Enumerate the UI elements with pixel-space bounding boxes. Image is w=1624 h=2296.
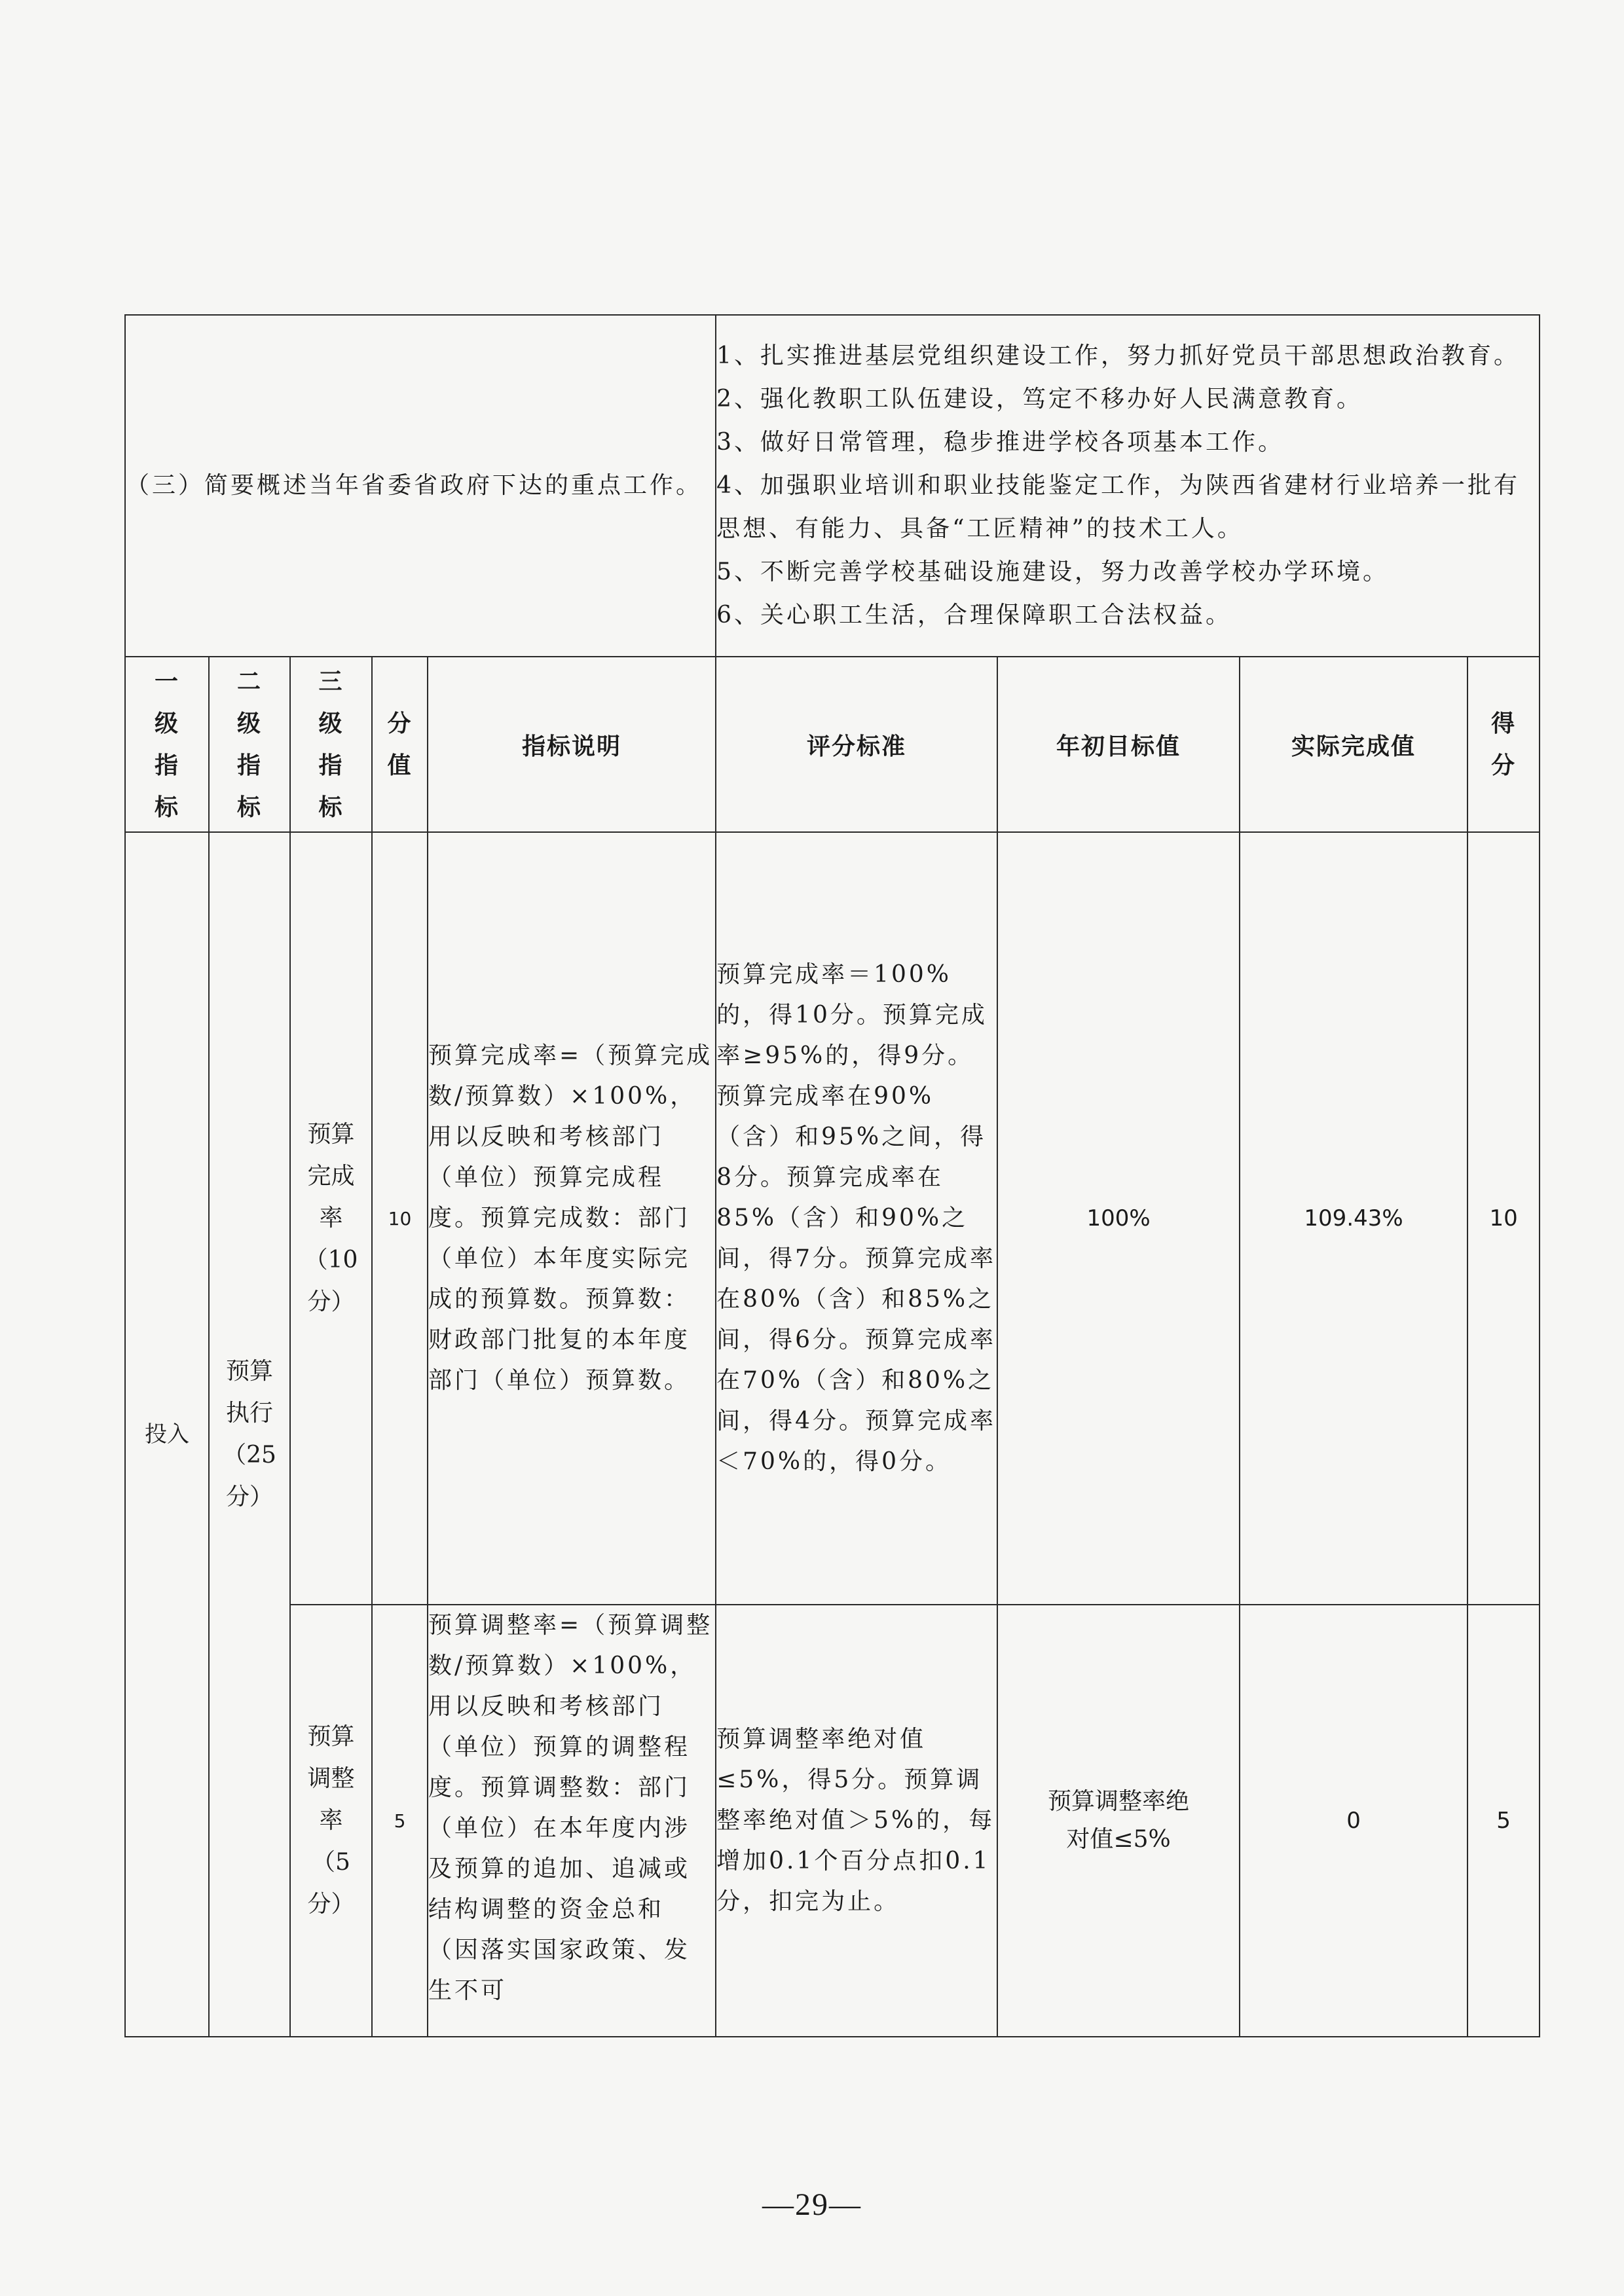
points-cell: 10 xyxy=(372,832,428,1605)
header-row xyxy=(125,657,1540,832)
page-number: —29— xyxy=(762,2187,862,2222)
header-score: 得 分 xyxy=(1467,657,1540,832)
target-cell: 预算调整率绝对值≤5% xyxy=(997,1605,1240,2037)
level1-label: 投入 xyxy=(145,1421,189,1448)
performance-table xyxy=(124,314,1540,2037)
level3-cell: 预算 调整 率 （5 分） xyxy=(290,1605,372,2037)
points-cell: 5 xyxy=(372,1605,428,2037)
score-cell: 5 xyxy=(1467,1605,1540,2037)
score-cell: 10 xyxy=(1467,832,1540,1605)
target-cell: 100% xyxy=(997,832,1240,1605)
actual-cell: 109.43% xyxy=(1240,832,1467,1605)
intro-item: 3、做好日常管理，稳步推进学校各项基本工作。 xyxy=(716,429,1284,456)
header-level2: 二 级 指 标 xyxy=(209,657,290,832)
table-row xyxy=(125,1605,1540,2037)
intro-right-cell xyxy=(716,315,1540,657)
level1-cell xyxy=(125,832,209,2037)
standard-cell: 预算完成率＝100%的，得10分。预算完成率≥95%的，得9分。预算完成率在90%（含）和95%之间，得8分。预算完成率在85%（含）和90%之间，得7分。预算完成率在80%（含）和85%之间，得6分。预算完成率在70%（含）和80%之间，得4分。预算完成率＜70%的，得0分。 xyxy=(716,832,997,1605)
intro-item: 6、关心职工生活，合理保障职工合法权益。 xyxy=(716,602,1232,629)
level3-cell: 预算 完成 率 （10 分） xyxy=(290,832,372,1605)
intro-item: 4、加强职业培训和职业技能鉴定工作，为陕西省建材行业培养一批有思想、有能力、具备“工匠精神”的技术工人。 xyxy=(716,472,1520,542)
level2-cell: 预算 执行 （25 分） xyxy=(209,832,290,2037)
intro-item: 5、不断完善学校基础设施建设，努力改善学校办学环境。 xyxy=(716,558,1389,585)
intro-left-text: （三）简要概述当年省委省政府下达的重点工作。 xyxy=(126,472,703,499)
header-level3: 三 级 指 标 xyxy=(290,657,372,832)
header-standard: 评分标准 xyxy=(716,657,997,832)
intro-row xyxy=(125,315,1540,657)
header-description: 指标说明 xyxy=(428,657,716,832)
header-actual: 实际完成值 xyxy=(1240,657,1467,832)
intro-item: 1、扎实推进基层党组织建设工作，努力抓好党员干部思想政治教育。 xyxy=(716,342,1520,369)
header-level1: 一 级 指 标 xyxy=(125,657,209,832)
header-target: 年初目标值 xyxy=(997,657,1240,832)
description-cell: 预算调整率=（预算调整数/预算数）×100%，用以反映和考核部门（单位）预算的调整程度。预算调整数：部门（单位）在本年度内涉及预算的追加、追减或结构调整的资金总和（因落实国家政策、发生不可 xyxy=(428,1605,716,2037)
intro-left-cell xyxy=(125,315,716,657)
description-cell: 预算完成率=（预算完成数/预算数）×100%，用以反映和考核部门（单位）预算完成程度。预算完成数：部门（单位）本年度实际完成的预算数。预算数：财政部门批复的本年度部门（单位）预算数。 xyxy=(428,832,716,1605)
intro-item: 2、强化教职工队伍建设，笃定不移办好人民满意教育。 xyxy=(716,386,1363,412)
actual-cell: 0 xyxy=(1240,1605,1467,2037)
standard-cell: 预算调整率绝对值≤5%，得5分。预算调整率绝对值＞5%的，每增加0.1个百分点扣0.1分，扣完为止。 xyxy=(716,1605,997,2037)
header-points: 分 值 xyxy=(372,657,428,832)
table-row xyxy=(125,832,1540,1605)
